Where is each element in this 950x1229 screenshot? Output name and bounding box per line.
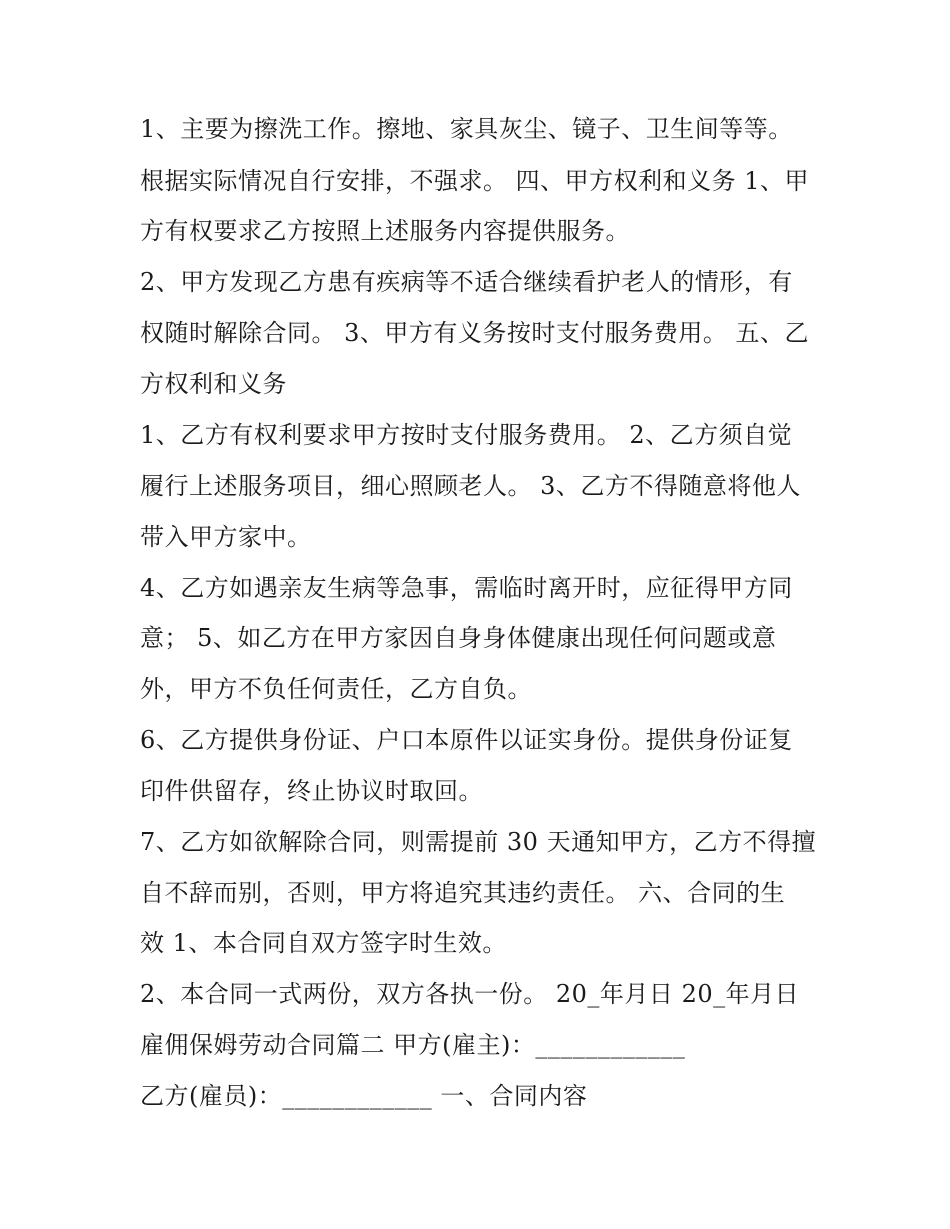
text-line-15: 7、乙方如欲解除合同，则需提前 30 天通知甲方，乙方不得擅 — [140, 828, 817, 856]
text-line-13: 6、乙方提供身份证、户口本原件以证实身份。提供身份证复 — [140, 726, 793, 754]
text-line-18: 2、本合同一式两份，双方各执一份。 20_年月日 20_年月日 — [140, 980, 800, 1008]
text-line-11: 意； 5、如乙方在甲方家因自身身体健康出现任何问题或意 — [140, 624, 777, 652]
text-line-19: 雇佣保姆劳动合同篇二 甲方(雇主)：____________ — [140, 1031, 686, 1059]
text-line-6: 方权利和义务 — [140, 370, 287, 398]
text-line-7: 1、乙方有权利要求甲方按时支付服务费用。 2、乙方须自觉 — [140, 421, 793, 449]
text-line-12: 外，甲方不负任何责任，乙方自负。 — [140, 675, 532, 703]
text-line-14: 印件供留存，终止协议时取回。 — [140, 777, 483, 805]
text-line-17: 效 1、本合同自双方签字时生效。 — [140, 929, 507, 957]
text-line-16: 自不辞而别，否则，甲方将追究其违约责任。 六、合同的生 — [140, 879, 786, 907]
text-line-1: 1、主要为擦洗工作。擦地、家具灰尘、镜子、卫生间等等。 — [140, 115, 793, 143]
text-line-2: 根据实际情况自行安排，不强求。 四、甲方权利和义务 1、甲 — [140, 167, 810, 195]
text-line-8: 履行上述服务项目，细心照顾老人。 3、乙方不得随意将他人 — [140, 472, 801, 500]
text-line-5: 权随时解除合同。 3、甲方有义务按时支付服务费用。 五、乙 — [140, 319, 810, 347]
text-line-20: 乙方(雇员)：____________ 一、合同内容 — [140, 1082, 588, 1110]
text-line-4: 2、甲方发现乙方患有疾病等不适合继续看护老人的情形，有 — [140, 268, 793, 296]
text-line-10: 4、乙方如遇亲友生病等急事，需临时离开时，应征得甲方同 — [140, 574, 793, 602]
text-line-3: 方有权要求乙方按照上述服务内容提供服务。 — [140, 217, 630, 245]
text-line-9: 带入甲方家中。 — [140, 523, 312, 551]
